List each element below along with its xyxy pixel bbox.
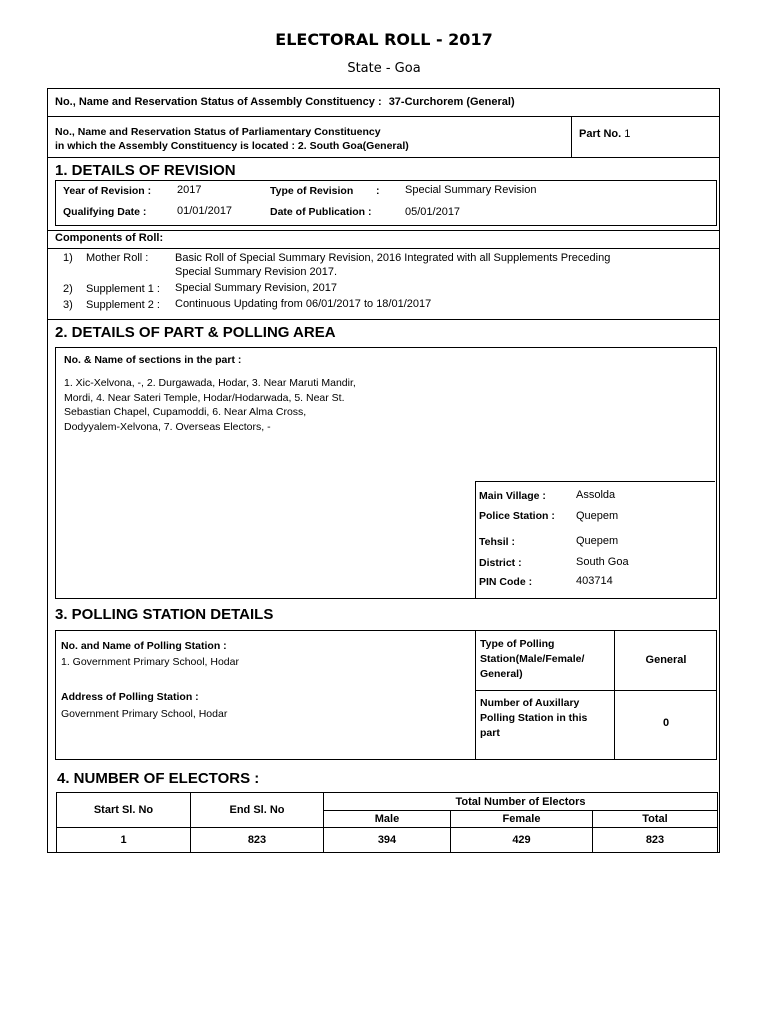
component-line: Continuous Updating from 06/01/2017 to 18/01/2017 <box>175 298 432 310</box>
publication-date-label: Date of Publication : <box>270 206 372 218</box>
qualifying-date-value: 01/01/2017 <box>177 205 233 217</box>
polling-type-label-line: Type of Polling <box>480 638 555 650</box>
polling-type-label-line: General) <box>480 668 523 680</box>
district-label: District : <box>479 557 522 569</box>
polling-type-label-line: Station(Male/Female/ <box>480 653 585 665</box>
sections-line: Dodyyalem-Xelvona, 7. Overseas Electors, - <box>64 420 271 433</box>
year-of-revision-label: Year of Revision : <box>63 185 152 197</box>
divider <box>475 690 717 691</box>
auxillary-value: 0 <box>662 717 670 729</box>
cell-start-sl: 1 <box>57 828 191 853</box>
auxillary-label-line: Polling Station in this <box>480 712 588 724</box>
component-label: Supplement 2 : <box>86 299 160 311</box>
state-label: State - Goa <box>347 61 421 76</box>
header-start-sl: Start Sl. No <box>57 793 191 828</box>
polling-type-label <box>480 637 584 682</box>
part-number <box>579 128 630 140</box>
tehsil-label: Tehsil : <box>479 536 515 548</box>
section-heading-polling: 3. POLLING STATION DETAILS <box>55 606 274 623</box>
polling-station-label: No. and Name of Polling Station : <box>61 640 227 652</box>
divider <box>47 319 720 320</box>
tehsil-value: Quepem <box>576 535 619 547</box>
year-of-revision-value: 2017 <box>177 184 202 196</box>
assembly-value: 37-Curchorem (General) <box>388 96 515 108</box>
header-total: Total <box>593 811 718 828</box>
divider <box>47 116 720 117</box>
header-end-sl: End Sl. No <box>191 793 324 828</box>
police-station-label: Police Station : <box>479 510 555 522</box>
type-of-revision-colon: : <box>376 185 380 197</box>
divider <box>475 481 715 482</box>
cell-male: 394 <box>324 828 451 853</box>
revision-box <box>55 180 717 226</box>
component-line: Special Summary Revision 2017. <box>175 266 338 278</box>
sections-line: Sebastian Chapel, Cupamoddi, 6. Near Alma Cross, <box>64 406 307 418</box>
document-title: ELECTORAL ROLL - 2017 <box>275 30 493 49</box>
component-label: Mother Roll : <box>86 252 149 264</box>
parliamentary-constituency <box>55 125 409 153</box>
type-of-revision-label: Type of Revision <box>270 185 354 197</box>
divider <box>47 248 720 249</box>
police-station-value: Quepem <box>576 510 619 522</box>
sections-line: Mordi, 4. Near Sateri Temple, Hodar/Hodarwada, 5. Near St. <box>64 391 345 404</box>
part-number-label: Part No. <box>579 128 622 140</box>
district-value: South Goa <box>576 556 629 568</box>
component-label: Supplement 1 : <box>86 283 160 295</box>
component-num: 2) <box>63 283 73 295</box>
part-number-value: 1 <box>624 128 631 140</box>
component-line: Special Summary Revision, 2017 <box>175 282 338 294</box>
qualifying-date-label: Qualifying Date : <box>63 206 147 218</box>
divider <box>475 630 476 760</box>
component-num: 1) <box>63 252 73 264</box>
auxillary-label-line: Number of Auxillary <box>480 697 580 709</box>
components-heading: Components of Roll: <box>55 232 164 244</box>
publication-date-value: 05/01/2017 <box>405 206 461 218</box>
header-male: Male <box>324 811 451 828</box>
divider <box>571 116 572 157</box>
component-num: 3) <box>63 299 73 311</box>
divider <box>475 481 476 599</box>
assembly-label: No., Name and Reservation Status of Assembly Constituency : <box>55 96 382 108</box>
auxillary-label-line: part <box>480 727 500 739</box>
main-village-value: Assolda <box>576 489 616 501</box>
section-heading-part: 2. DETAILS OF PART & POLLING AREA <box>55 324 336 341</box>
sections-line: 1. Xic-Xelvona, -, 2. Durgawada, Hodar, 3. Near Maruti Mandir, <box>64 377 356 389</box>
section-heading-revision: 1. DETAILS OF REVISION <box>55 162 236 179</box>
header-female: Female <box>451 811 593 828</box>
parliamentary-value: 2. South Goa(General) <box>297 140 409 152</box>
electors-table <box>56 792 718 853</box>
auxillary-label <box>480 696 587 741</box>
cell-female: 429 <box>451 828 593 853</box>
sections-label: No. & Name of sections in the part : <box>64 354 242 366</box>
section-heading-electors: 4. NUMBER OF ELECTORS : <box>57 770 260 787</box>
polling-station-value: 1. Government Primary School, Hodar <box>61 656 239 668</box>
polling-address-value: Government Primary School, Hodar <box>61 708 228 720</box>
pin-code-value: 403714 <box>576 575 613 587</box>
divider <box>47 230 720 231</box>
assembly-constituency <box>55 96 515 108</box>
divider <box>614 630 615 760</box>
pin-code-label: PIN Code : <box>479 576 533 588</box>
sections-list <box>64 376 356 434</box>
polling-type-value: General <box>645 654 687 666</box>
divider <box>47 157 720 158</box>
header-total-electors: Total Number of Electors <box>324 793 718 811</box>
cell-total: 823 <box>593 828 718 853</box>
cell-end-sl: 823 <box>191 828 324 853</box>
polling-address-label: Address of Polling Station : <box>61 691 199 703</box>
component-line: Basic Roll of Special Summary Revision, 2016 Integrated with all Supplements Preceding <box>175 252 611 264</box>
parliamentary-label-line1: No., Name and Reservation Status of Parliamentary Constituency <box>55 126 381 138</box>
type-of-revision-value: Special Summary Revision <box>405 184 537 196</box>
main-village-label: Main Village : <box>479 490 546 502</box>
parliamentary-label-line2: in which the Assembly Constituency is located : <box>55 140 295 152</box>
